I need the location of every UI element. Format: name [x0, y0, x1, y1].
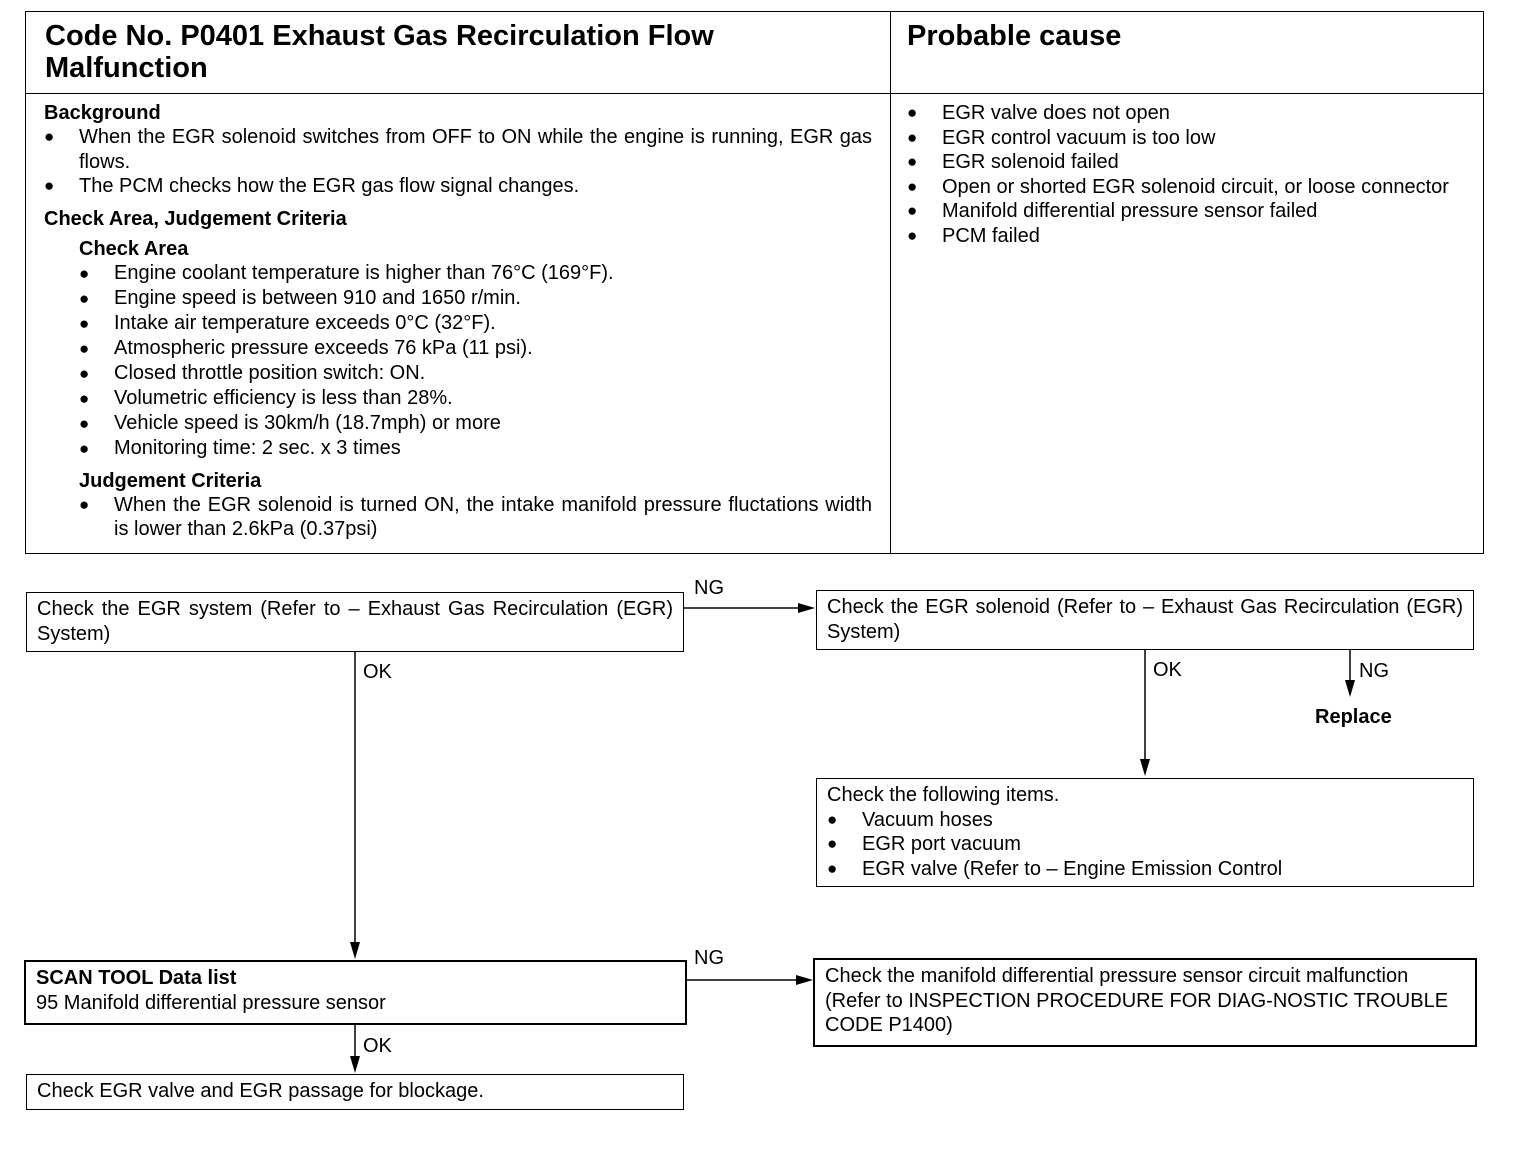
ng-label: NG	[694, 577, 724, 599]
ok-label: OK	[363, 661, 392, 683]
list-item: ● PCM failed	[907, 224, 1462, 249]
list-item: ● Atmospheric pressure exceeds 76 kPa (11 psi).	[79, 336, 872, 361]
list-item: ● Engine speed is between 910 and 1650 r/min.	[79, 286, 872, 311]
background-heading: Background	[44, 102, 161, 124]
check-judgement-heading: Check Area, Judgement Criteria	[44, 207, 347, 230]
list-item: ● EGR valve (Refer to – Engine Emission Control	[827, 857, 1463, 882]
list-item: ● When the EGR solenoid switches from OFF to ON while the engine is running, EGR gas flows.	[44, 125, 872, 174]
list-item: ● When the EGR solenoid is turned ON, the intake manifold pressure fluctations width is lower than 2.6kPa (0.37psi)	[79, 493, 872, 542]
replace-label: Replace	[1315, 706, 1392, 728]
check-following-items-box	[816, 778, 1474, 887]
check-egr-valve-box: Check EGR valve and EGR passage for blockage.	[26, 1074, 684, 1110]
arrowhead	[350, 1056, 360, 1073]
check-egr-solenoid-box: Check the EGR solenoid (Refer to – Exhaust Gas Recirculation (EGR) System)	[816, 590, 1474, 650]
list-item: ● Open or shorted EGR solenoid circuit, or loose connector	[907, 175, 1462, 200]
scan-tool-item: 95 Manifold differential pressure sensor	[36, 991, 386, 1014]
judgement-criteria-heading: Judgement Criteria	[79, 469, 262, 492]
scan-tool-data-box	[24, 960, 687, 1025]
arrowhead	[796, 975, 813, 985]
code-title: Code No. P0401 Exhaust Gas Recirculation Flow Malfunction	[45, 20, 714, 84]
check-area-heading: Check Area	[79, 237, 189, 260]
arrowhead	[1140, 759, 1150, 776]
scan-tool-title: SCAN TOOL Data list	[36, 967, 237, 989]
arrowhead	[798, 603, 815, 613]
list-item: ● Engine coolant temperature is higher than 76°C (169°F).	[79, 261, 872, 286]
following-items-list	[827, 808, 1463, 882]
list-item: ● EGR valve does not open	[907, 101, 1462, 126]
list-item: ● Intake air temperature exceeds 0°C (32°F).	[79, 311, 872, 336]
list-item: ● Vacuum hoses	[827, 808, 1463, 833]
list-item: ● EGR solenoid failed	[907, 150, 1462, 175]
list-item: ● Manifold differential pressure sensor failed	[907, 199, 1462, 224]
list-item: ● Vehicle speed is 30km/h (18.7mph) or more	[79, 411, 872, 436]
list-item: ● EGR control vacuum is too low	[907, 126, 1462, 151]
arrowhead	[1345, 680, 1355, 697]
arrowhead	[350, 942, 360, 959]
ok-label: OK	[1153, 659, 1182, 681]
list-item: ● Monitoring time: 2 sec. x 3 times	[79, 436, 872, 461]
list-item: ● Closed throttle position switch: ON.	[79, 361, 872, 386]
ng-label: NG	[694, 947, 724, 969]
check-egr-system-box: Check the EGR system (Refer to – Exhaust Gas Recirculation (EGR) System)	[26, 592, 684, 652]
list-item: ● EGR port vacuum	[827, 832, 1463, 857]
list-item: ● Volumetric efficiency is less than 28%.	[79, 386, 872, 411]
following-items-heading: Check the following items.	[827, 784, 1060, 806]
ng-label: NG	[1359, 660, 1389, 682]
check-circuit-box: Check the manifold differential pressure sensor circuit malfunction (Refer to INSPECTION PROCEDURE FOR DIAG-NOSTIC TROUBLE CODE P1400)	[813, 958, 1477, 1047]
list-item: ● The PCM checks how the EGR gas flow signal changes.	[44, 174, 872, 199]
probable-cause-title: Probable cause	[907, 20, 1122, 52]
ok-label: OK	[363, 1035, 392, 1057]
